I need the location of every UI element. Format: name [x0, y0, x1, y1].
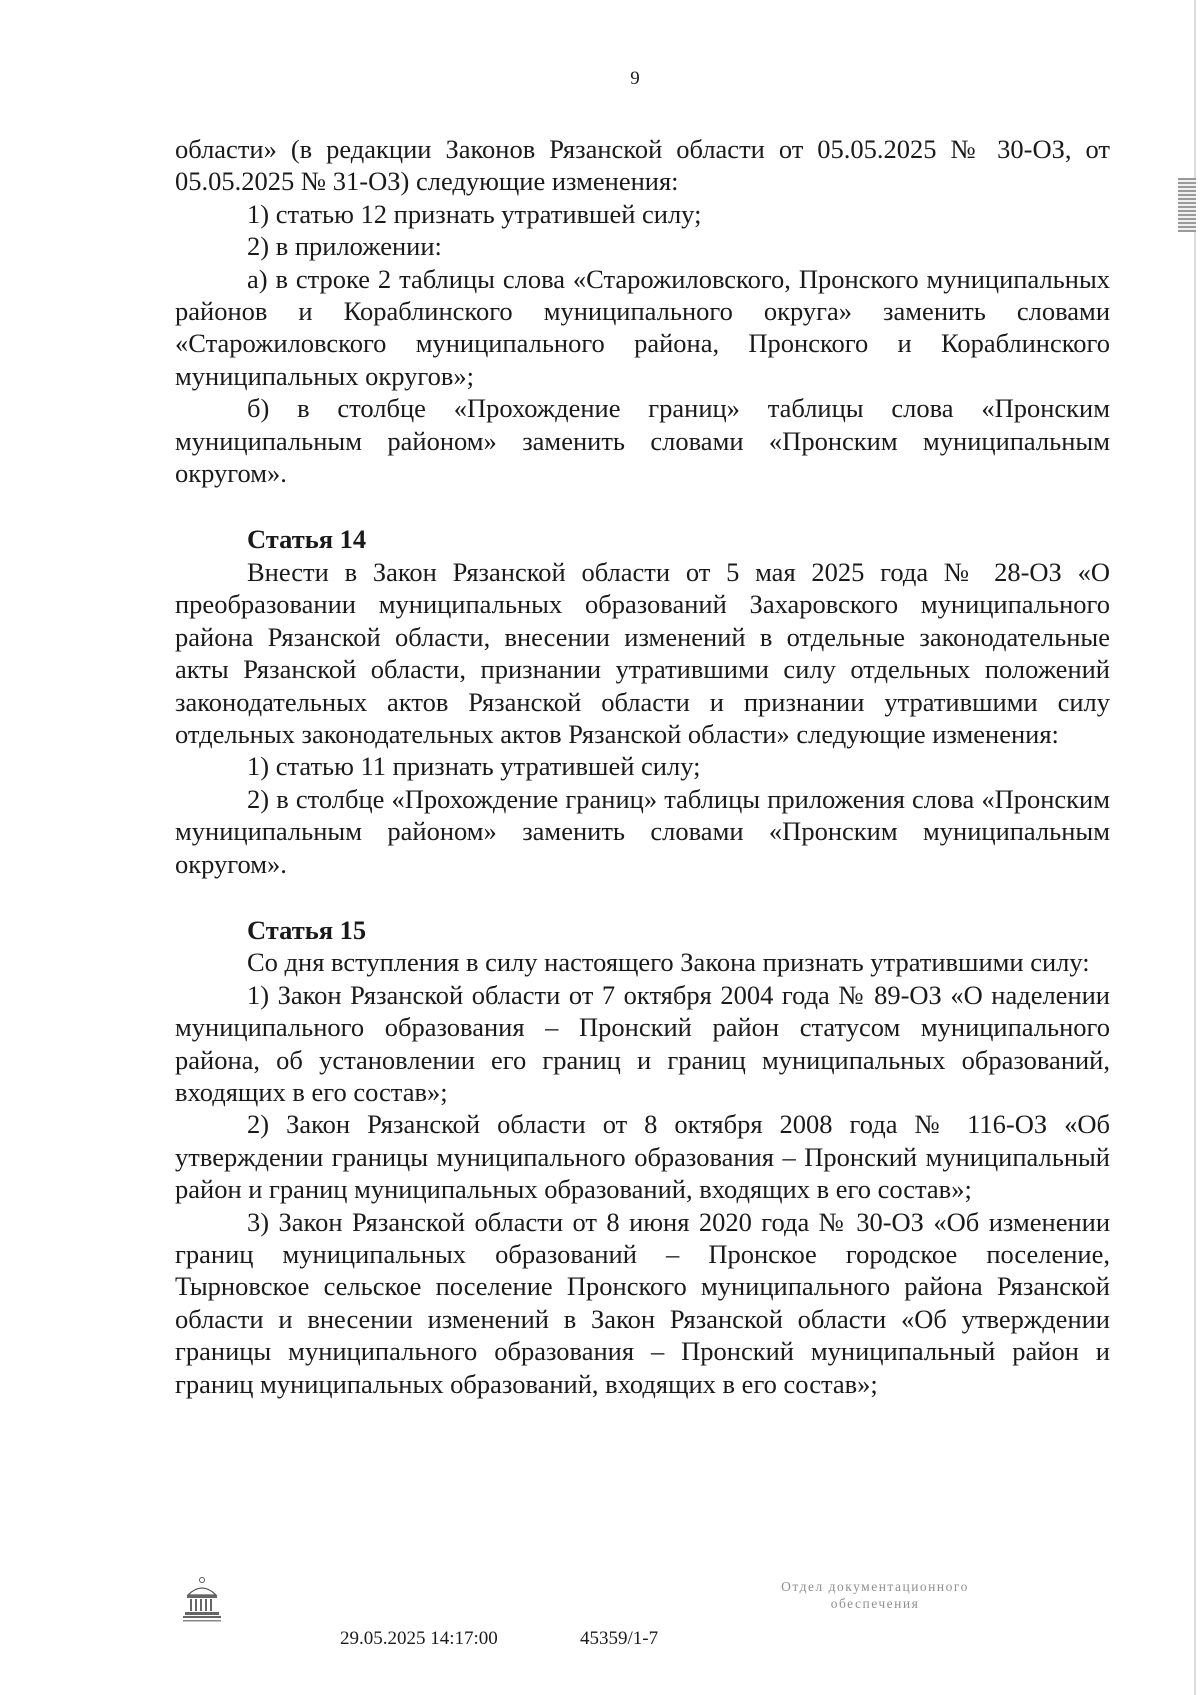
document-body: [175, 133, 1110, 1400]
list-item: 1) статью 11 признать утратившей силу;: [247, 751, 701, 782]
scan-edge-strip: [1194, 0, 1196, 1695]
page-number: 9: [630, 68, 640, 89]
list-item: 1) статью 12 признать утратившей силу;: [247, 198, 702, 229]
government-building-logo-icon: [182, 1575, 222, 1623]
article-heading-15: Статья 15: [247, 914, 367, 945]
list-item: 3) Закон Рязанской области от 8 июня 2020 года № 30-ОЗ «Об изменении границ муниципальных образований – Пронское городское поселение, Тырновское сельское поселение Пронского муниципального района Рязанской области и внесении изменений в Закон Рязанской области «Об утверждении границы муниципального образования – Пронский муниципальный район и границ муниципальных образований, входящих в его состав»;: [175, 1206, 1110, 1399]
scan-edge-mark: [1178, 178, 1196, 232]
list-item: 1) Закон Рязанской области от 7 октября 2004 года № 89-ОЗ «О наделении муниципального образования – Пронский район статусом муниципального района, об установлении его границ и границ муниципальных образований, входящих в его состав»;: [175, 979, 1110, 1107]
sub-list-item: а) в строке 2 таблицы слова «Старожиловского, Пронского муниципальных районов и Кораблинского муниципального округа» заменить словами «Старожиловского муниципального района, Пронского и Кораблинского муниципальных округов»;: [175, 263, 1110, 391]
paragraph: области» (в редакции Законов Рязанской области от 05.05.2025 № 30-ОЗ, от 05.05.2025 № 31-ОЗ) следующие изменения:: [175, 134, 1110, 197]
list-item: 2) в приложении:: [247, 231, 442, 262]
footer-document-number: 45359/1-7: [580, 1628, 659, 1649]
article-heading-14: Статья 14: [247, 524, 367, 555]
footer-date: 29.05.2025 14:17:00: [340, 1628, 498, 1649]
list-item: 2) Закон Рязанской области от 8 октября 2008 года № 116-ОЗ «Об утверждении границы муниципального образования – Пронский муниципальный район и границ муниципальных образований, входящих в его состав»;: [175, 1109, 1110, 1205]
sub-list-item: б) в столбце «Прохождение границ» таблицы слова «Пронским муниципальным районом» заменить словами «Пронским муниципальным округом».: [175, 393, 1110, 489]
section-spacer: [175, 880, 1110, 914]
paragraph: Внести в Закон Рязанской области от 5 мая 2025 года № 28-ОЗ «О преобразовании муниципальных образований Захаровского муниципального района Рязанской области, внесении изменений в отдельные законодательные акты Рязанской области, признании утратившими силу отдельных положений законодательных актов Рязанской области и признании утратившими силу отдельных законодательных актов Рязанской области» следующие изменения:: [175, 556, 1110, 749]
section-spacer: [175, 489, 1110, 523]
stamp-line: Отдел документационного: [781, 1579, 969, 1594]
paragraph: Со дня вступления в силу настоящего Закона признать утратившими силу:: [247, 947, 1090, 978]
stamp-line: обеспечения: [830, 1596, 920, 1611]
department-stamp: [755, 1578, 995, 1612]
list-item: 2) в столбце «Прохождение границ» таблицы приложения слова «Пронским муниципальным районом» заменить словами «Пронским муниципальным округом».: [175, 783, 1110, 879]
